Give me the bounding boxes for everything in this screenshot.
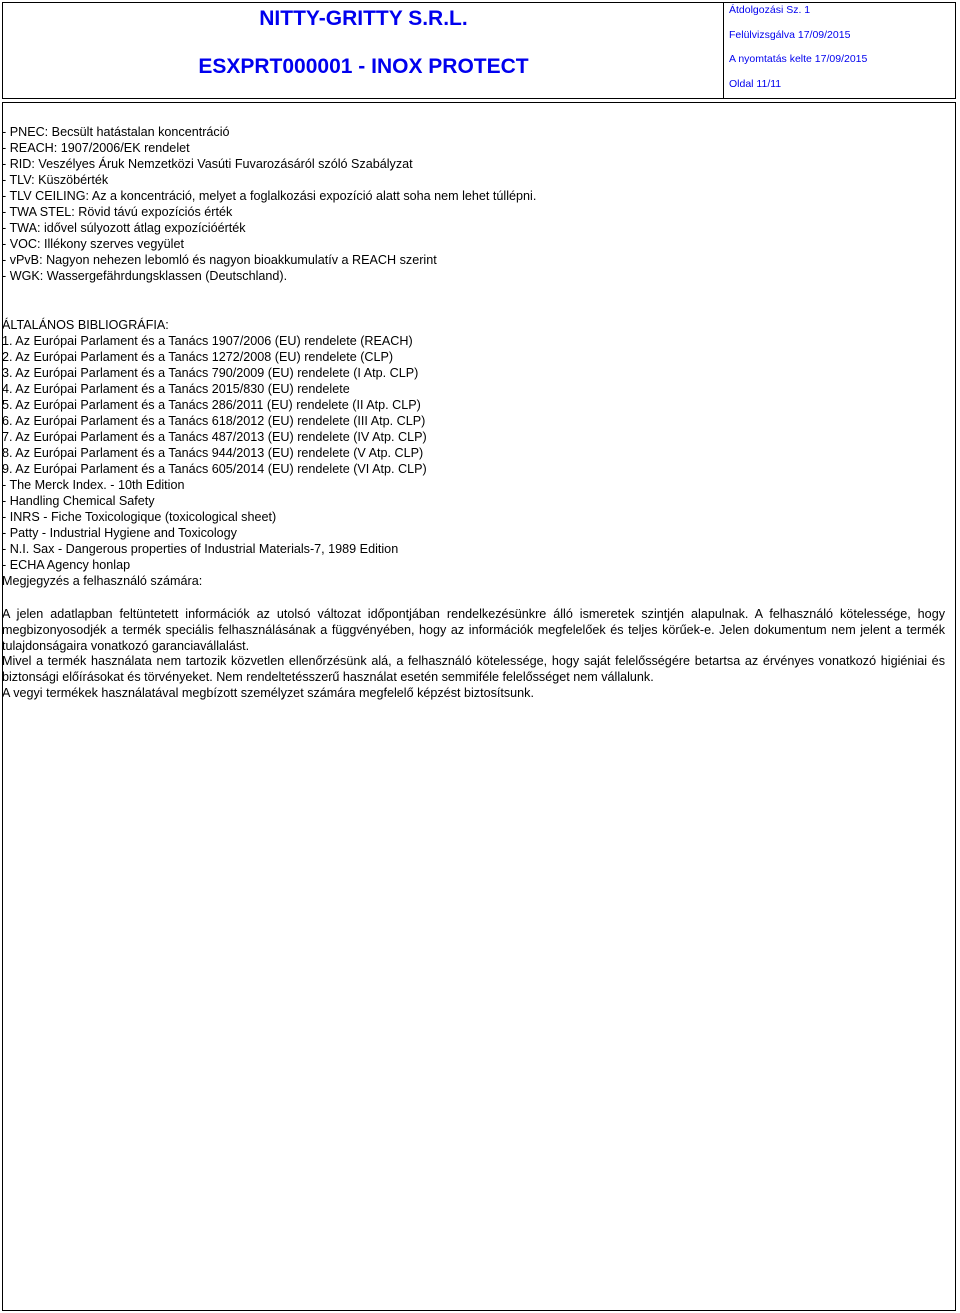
- bibliography-item: - Patty - Industrial Hygiene and Toxicology: [2, 526, 237, 540]
- bibliography-item: 6. Az Európai Parlament és a Tanács 618/2012 (EU) rendelete (III Atp. CLP): [2, 414, 426, 428]
- document-content: [2, 124, 946, 589]
- bibliography-item: 1. Az Európai Parlament és a Tanács 1907/2006 (EU) rendelete (REACH): [2, 334, 413, 348]
- company-name: NITTY-GRITTY S.R.L.: [259, 7, 468, 30]
- user-note-paragraph: Mivel a termék használata nem tartozik közvetlen ellenőrzésünk alá, a felhasználó kötelessége, hogy saját felelősségére betartsa az érvényes vonatkozó higiéniai és biztonsági előírásokat és törvényeket. Nem rendeltetésszerű használat esetén semmiféle felelősséget nem vállalunk.: [2, 654, 945, 684]
- bibliography-item: - The Merck Index. - 10th Edition: [2, 478, 185, 492]
- review-date: Felülvizsgálva 17/09/2015: [729, 29, 851, 41]
- bibliography-item: 9. Az Európai Parlament és a Tanács 605/2014 (EU) rendelete (VI Atp. CLP): [2, 462, 427, 476]
- bibliography-item: 8. Az Európai Parlament és a Tanács 944/2013 (EU) rendelete (V Atp. CLP): [2, 446, 424, 460]
- header-meta-cell: [727, 3, 957, 98]
- abbreviation-line: - VOC: Illékony szerves vegyület: [2, 237, 184, 251]
- bibliography-item: - Handling Chemical Safety: [2, 494, 155, 508]
- abbreviation-line: - REACH: 1907/2006/EK rendelet: [2, 141, 190, 155]
- bibliography-item: - ECHA Agency honlap: [2, 558, 131, 572]
- abbreviation-line: - vPvB: Nagyon nehezen lebomló és nagyon bioakkumulatív a REACH szerint: [2, 253, 437, 267]
- print-date: A nyomtatás kelte 17/09/2015: [729, 53, 868, 65]
- abbreviation-line: - TWA: idővel súlyozott átlag expozícióérték: [2, 221, 246, 235]
- user-note-paragraph: A jelen adatlapban feltüntetett információk az utolsó változat időpontjában rendelkezésünkre álló ismeretek szintjén alapulnak. A felhasználó kötelessége, hogy megbizonyosodjék a termék speciális felhasználásának a függvényében, hogy az információk megfelelőek és teljes körűek-e. Jelen dokumentum nem jelent a termék tulajdonságaira vonatkozó garanciavállalást.: [2, 607, 945, 653]
- user-note-paragraph: A vegyi termékek használatával megbízott személyzet számára megfelelő képzést biztosítsunk.: [2, 686, 534, 700]
- revision-number: Átdolgozási Sz. 1: [729, 4, 811, 16]
- abbreviation-line: - TLV: Küszöbérték: [2, 173, 109, 187]
- abbreviation-line: - PNEC: Becsült hatástalan koncentráció: [2, 125, 230, 139]
- bibliography-item: - INRS - Fiche Toxicologique (toxicological sheet): [2, 510, 277, 524]
- bibliography-item: 4. Az Európai Parlament és a Tanács 2015/830 (EU) rendelete: [2, 382, 350, 396]
- product-code-title: ESXPRT000001 - INOX PROTECT: [198, 55, 529, 78]
- user-note-title: Megjegyzés a felhasználó számára:: [2, 574, 203, 588]
- bibliography-title: ÁLTALÁNOS BIBLIOGRÁFIA:: [2, 318, 169, 332]
- abbreviation-line: - WGK: Wassergefährdungsklassen (Deutschland).: [2, 269, 288, 283]
- bibliography-item: 2. Az Európai Parlament és a Tanács 1272/2008 (EU) rendelete (CLP): [2, 350, 394, 364]
- document-header: [2, 2, 956, 99]
- abbreviation-line: - RID: Veszélyes Áruk Nemzetközi Vasúti Fuvarozásáról szóló Szabályzat: [2, 157, 413, 171]
- section-spacer: [2, 284, 946, 317]
- abbreviation-line: - TWA STEL: Rövid távú expozíciós érték: [2, 205, 233, 219]
- abbreviation-line: - TLV CEILING: Az a koncentráció, melyet a foglalkozási expozíció alatt soha nem lehet túllépni.: [2, 189, 537, 203]
- bibliography-item: 5. Az Európai Parlament és a Tanács 286/2011 (EU) rendelete (II Atp. CLP): [2, 398, 421, 412]
- page-number: Oldal 11/11: [729, 78, 782, 90]
- bibliography-item: 7. Az Európai Parlament és a Tanács 487/2013 (EU) rendelete (IV Atp. CLP): [2, 430, 427, 444]
- bibliography-item: - N.I. Sax - Dangerous properties of Industrial Materials-7, 1989 Edition: [2, 542, 399, 556]
- bibliography-item: 3. Az Európai Parlament és a Tanács 790/2009 (EU) rendelete (I Atp. CLP): [2, 366, 419, 380]
- header-title-cell: [3, 3, 724, 98]
